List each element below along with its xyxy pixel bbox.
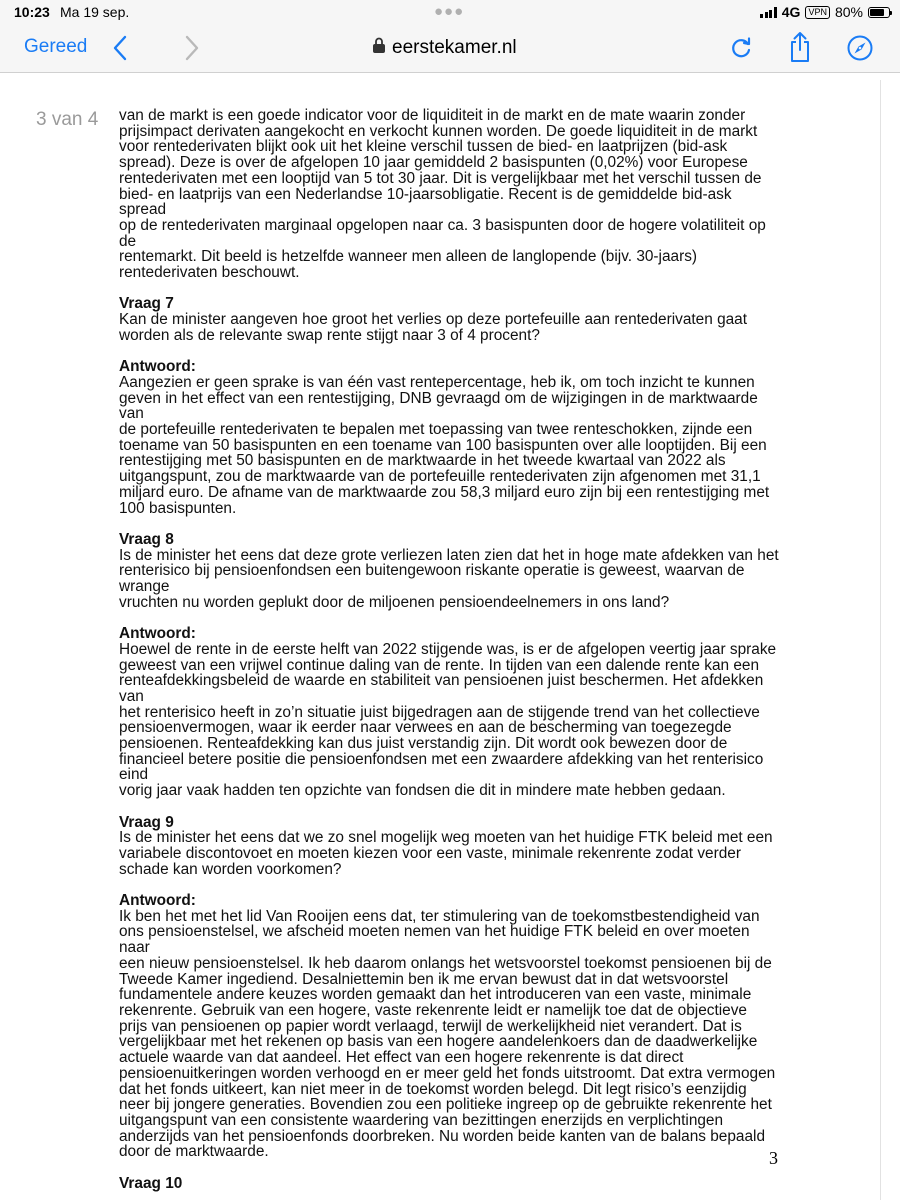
chevron-left-icon[interactable] (112, 34, 128, 67)
signal-icon (760, 7, 777, 18)
question-7-text: Kan de minister aangeven hoe groot het verlies op deze portefeuille aan rentederivaten gaat worden als de relevante swap rente stijgt naar 3 of 4 procent? (119, 311, 748, 344)
three-dots-icon[interactable]: ●●● (434, 3, 465, 20)
battery-icon (868, 7, 890, 18)
url-text: eerstekamer.nl (392, 37, 517, 58)
page-edge (880, 80, 881, 1200)
answer-8-label: Antwoord: (119, 625, 196, 643)
answer-7-text: Aangezien er geen sprake is van één vast rentepercentage, heb ik, om toch inzicht te kunnen geven in het effect van een rentestijging, DNB gevraagd om de wijzigingen in de marktwaarde van de portefeuille rentederivaten te bepalen met toepassing van twee renteschokken, zijnde een toename van 50 basispunten en een toename van 100 basispunten over alle looptijden. Bij een rentestijging met 50 basispunten en de marktwaarde in het tweede kwartaal van 2022 als uitgangspunt, zou de marktwaarde van de portefeuille rentederivaten zijn afgenomen met 31,1 miljard euro. De afname van de marktwaarde zou 58,3 miljard euro zijn bij een rentestijging met 100 basispunten. (119, 373, 770, 517)
answer-9-label: Antwoord: (119, 892, 196, 910)
question-7-heading: Vraag 7 (119, 295, 174, 313)
battery-percentage: 80% (834, 4, 863, 20)
document-body (119, 108, 779, 1191)
answer-8-text: Hoewel de rente in de eerste helft van 2022 stijgende was, is er de afgelopen veertig jaar sprake geweest van een vrijwel continue daling van de rente. In tijden van een dalende rente kan een renteafdekkingsbeleid de waarde en stabiliteit van pensioenen juist beschermen. Het afdekken van het renterisico heeft in zo’n situatie juist bijgedragen aan de stijgende trend van het collectieve pensioenvermogen, waar ik eerder naar verwees en aan de bescherming van toegezegde pensioenen. Renteafdekking kan dus juist verstandig zijn. Dit wordt ook bewezen door de financieel betere positie die pensioenfondsen met een zwaardere afdekking van het renterisico eind vorig jaar vaak hadden ten opzichte van fondsen die dit in mindere mate hebben gedaan. (119, 640, 777, 800)
page-number: 3 (769, 1148, 778, 1168)
answer-7-label: Antwoord: (119, 358, 196, 376)
lock-icon (372, 36, 386, 60)
status-indicators (760, 4, 890, 20)
compass-icon[interactable] (846, 34, 874, 67)
intro-paragraph: van de markt is een goede indicator voor de liquiditeit in de markt en de mate waarin zonder prijsimpact derivaten aangekocht en verkocht kunnen worden. De goede liquiditeit in de markt voor rentederivaten blijkt ook uit het kleine verschil tussen de bied- en laatprijzen (bid-ask spread). Deze is over de afgelopen 10 jaar gemiddeld 2 basispunten (0,02%) voor Europese rentederivaten met een looptijd van 5 tot 30 jaar. Dit is vergelijkbaar met het verschil tussen de bied- en laatprijs van een Nederlandse 10-jaarsobligatie. Recent is de gemiddelde bid-ask spread op de rentederivaten marginaal opgelopen naar ca. 3 basispunten door de hogere volatiliteit op de rentemarkt. Dit beeld is hetzelfde wanneer men alleen de langlopende (bijv. 30-jaars) rentederivaten beschouwt. (119, 107, 766, 282)
answer-9-text: Ik ben het met het lid Van Rooijen eens dat, ter stimulering van de toekomstbestendigheid van ons pensioenstelsel, we afscheid moeten nemen van het huidige FTK beleid en over moeten naar een nieuw pensioenstelsel. Ik heb daarom onlangs het wetsvoorstel toekomst pensioenen bij de Tweede Kamer ingediend. Desalniettemin ben ik me ervan bewust dat in dat wetsvoorstel fundamentele andere keuzes worden gemaakt dan het introduceren van een vaste, minimale rekenrente. Gebruik van een hogere, vaste rekenrente leidt er namelijk toe dat de objectieve prijs van pensioenen op papier wordt verlaagd, terwijl de werkelijkheid niet verandert. Dat is vergelijkbaar met het rekenen op basis van een hogere aandelenkoers dan de daadwerkelijke actuele waarde van dat aandeel. Het effect van een hogere rekenrente is dat direct pensioenuitkeringen worden verhoogd en er meer geld het fonds uitstroomt. Dat extra vermogen dat het fonds uitkeert, kan niet meer in de toekomst worden belegd. Dit legt risico’s eenzijdig neer bij jongere generaties. Bovendien zou een politieke ingreep op de gebruikte rekenrente het uitgangspunt van een consistente waardering van bezittingen enerzijds en verplichtingen anderzijds van het pensioenfonds doorbreken. Nu worden beide kanten van de balans bepaald door de marktwaarde. (119, 907, 776, 1161)
page-indicator: 3 van 4 (36, 109, 99, 130)
reload-icon[interactable] (728, 35, 754, 66)
network-type: 4G (781, 4, 801, 20)
question-8-heading: Vraag 8 (119, 530, 174, 548)
status-date: Ma 19 sep. (60, 4, 130, 20)
question-8-text: Is de minister het eens dat deze grote verliezen laten zien dat het in hoge mate afdekken van het renterisico bij pensioenfondsen een buitengewoon riskante operatie is geweest, waarvan de wrange vruchten nu worden geplukt door de miljoenen pensioendeelnemers in ons land? (119, 546, 779, 611)
status-bar (0, 0, 900, 26)
question-10-heading: Vraag 10 (119, 1174, 183, 1192)
browser-toolbar (0, 26, 900, 73)
status-time: 10:23 (14, 4, 50, 20)
done-button[interactable]: Gereed (24, 36, 88, 57)
vpn-badge: VPN (805, 6, 830, 19)
question-9-heading: Vraag 9 (119, 813, 174, 831)
chevron-right-icon[interactable] (184, 34, 200, 67)
share-icon[interactable] (788, 30, 812, 69)
address-bar[interactable] (372, 36, 517, 60)
question-9-text: Is de minister het eens dat we zo snel mogelijk weg moeten van het huidige FTK beleid met een variabele discontovoet en moeten kiezen voor een vaste, minimale rekenrente zodat verder schade kan worden voorkomen? (119, 829, 773, 878)
